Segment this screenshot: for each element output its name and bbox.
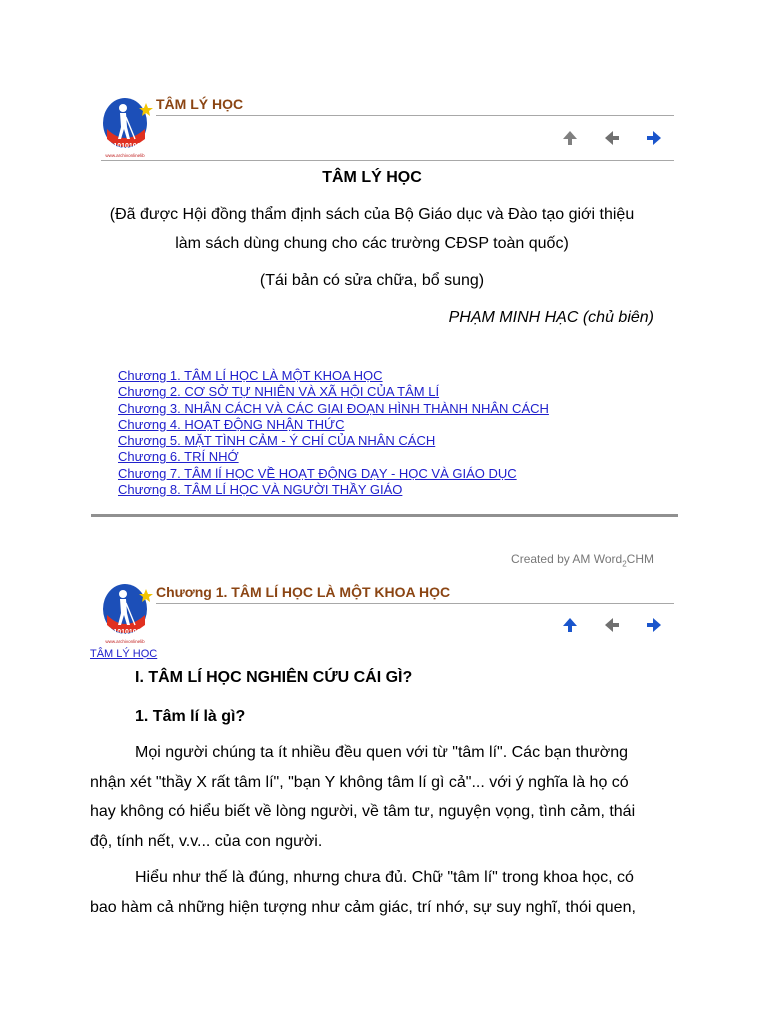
toc-chapter-6[interactable]: Chương 6. TRÍ NHỚ: [118, 449, 239, 465]
breadcrumb-home-link[interactable]: TÂM LÝ HỌC: [90, 648, 158, 660]
approval-line-1: (Đã được Hội đồng thẩm định sách của Bộ Giáo dục và Đào tạo giới thiệu: [109, 206, 635, 223]
book-title: TÂM LÝ HỌC: [322, 169, 422, 186]
logo-chapter: [101, 583, 151, 644]
author: PHẠM MINH HẠC (chủ biên): [448, 309, 654, 326]
section-divider: [91, 514, 678, 517]
arrow-up-icon[interactable]: [561, 129, 579, 147]
svg-text:www.archivonlinelib: www.archivonlinelib: [105, 153, 145, 158]
toc-chapter-8[interactable]: Chương 8. TÂM LÍ HỌC VÀ NGƯỜI THẦY GIÁO: [118, 482, 403, 498]
chapter-divider: [156, 603, 674, 604]
svg-text:01010101: 01010101: [109, 629, 141, 636]
arrow-right-icon[interactable]: [645, 616, 663, 634]
logo: [101, 97, 151, 158]
toc-chapter-5[interactable]: Chương 5. MẶT TÌNH CẢM - Ý CHÍ CỦA NHÂN CÁCH: [118, 433, 436, 449]
section-heading: I. TÂM LÍ HỌC NGHIÊN CỨU CÁI GÌ?: [135, 669, 413, 686]
toc-chapter-2[interactable]: Chương 2. CƠ SỞ TỰ NHIÊN VÀ XÃ HỘI CỦA TÂM LÍ: [118, 384, 440, 400]
arrow-up-icon[interactable]: [561, 616, 579, 634]
toc-chapter-3[interactable]: Chương 3. NHÂN CÁCH VÀ CÁC GIAI ĐOẠN HÌNH THÀNH NHÂN CÁCH: [118, 400, 549, 416]
arrow-left-icon[interactable]: [603, 129, 621, 147]
header-divider-top: [156, 115, 674, 116]
table-of-contents: [118, 368, 549, 498]
toc-chapter-4[interactable]: Chương 4. HOẠT ĐỘNG NHẬN THỨC: [118, 416, 345, 432]
header-divider-bottom: [101, 160, 674, 161]
paragraph-1: Mọi người chúng ta ít nhiều đều quen với từ "tâm lí". Các bạn thường nhận xét "thầy X rất tâm lí", "bạn Y không tâm lí gì cả"... với ý nghĩa là họ có hay không có hiểu biết về lòng người, về tâm tư, nguyện vọng, tình cảm, thái độ, tính nết, v.v... của con người.: [90, 744, 636, 850]
subsection-heading: 1. Tâm lí là gì?: [135, 708, 246, 725]
arrow-right-icon[interactable]: [645, 129, 663, 147]
toc-chapter-1[interactable]: Chương 1. TÂM LÍ HỌC LÀ MỘT KHOA HỌC: [118, 368, 383, 383]
paragraph-2: Hiểu như thế là đúng, nhưng chưa đủ. Chữ "tâm lí" trong khoa học, có bao hàm cả những hiện tượng như cảm giác, trí nhớ, sự suy nghĩ, thói quen,: [90, 869, 636, 916]
edition-note: (Tái bản có sửa chữa, bổ sung): [259, 272, 485, 289]
svg-text:01010101: 01010101: [109, 143, 141, 150]
toc-chapter-7[interactable]: Chương 7. TÂM lÍ HỌC VỀ HOẠT ĐỘNG DẠY - HỌC VÀ GIÁO DỤC: [118, 465, 517, 481]
approval-line-2: làm sách dùng chung cho các trường CĐSP toàn quốc): [175, 235, 569, 252]
arrow-left-icon[interactable]: [603, 616, 621, 634]
chapter-title: Chương 1. TÂM LÍ HỌC LÀ MỘT KHOA HỌC: [156, 584, 451, 600]
created-by-credit: Created by AM Word$_2$CHM: [511, 552, 654, 569]
header-title: TÂM LÝ HỌC: [156, 96, 244, 112]
svg-text:www.archivonlinelib: www.archivonlinelib: [105, 639, 145, 644]
